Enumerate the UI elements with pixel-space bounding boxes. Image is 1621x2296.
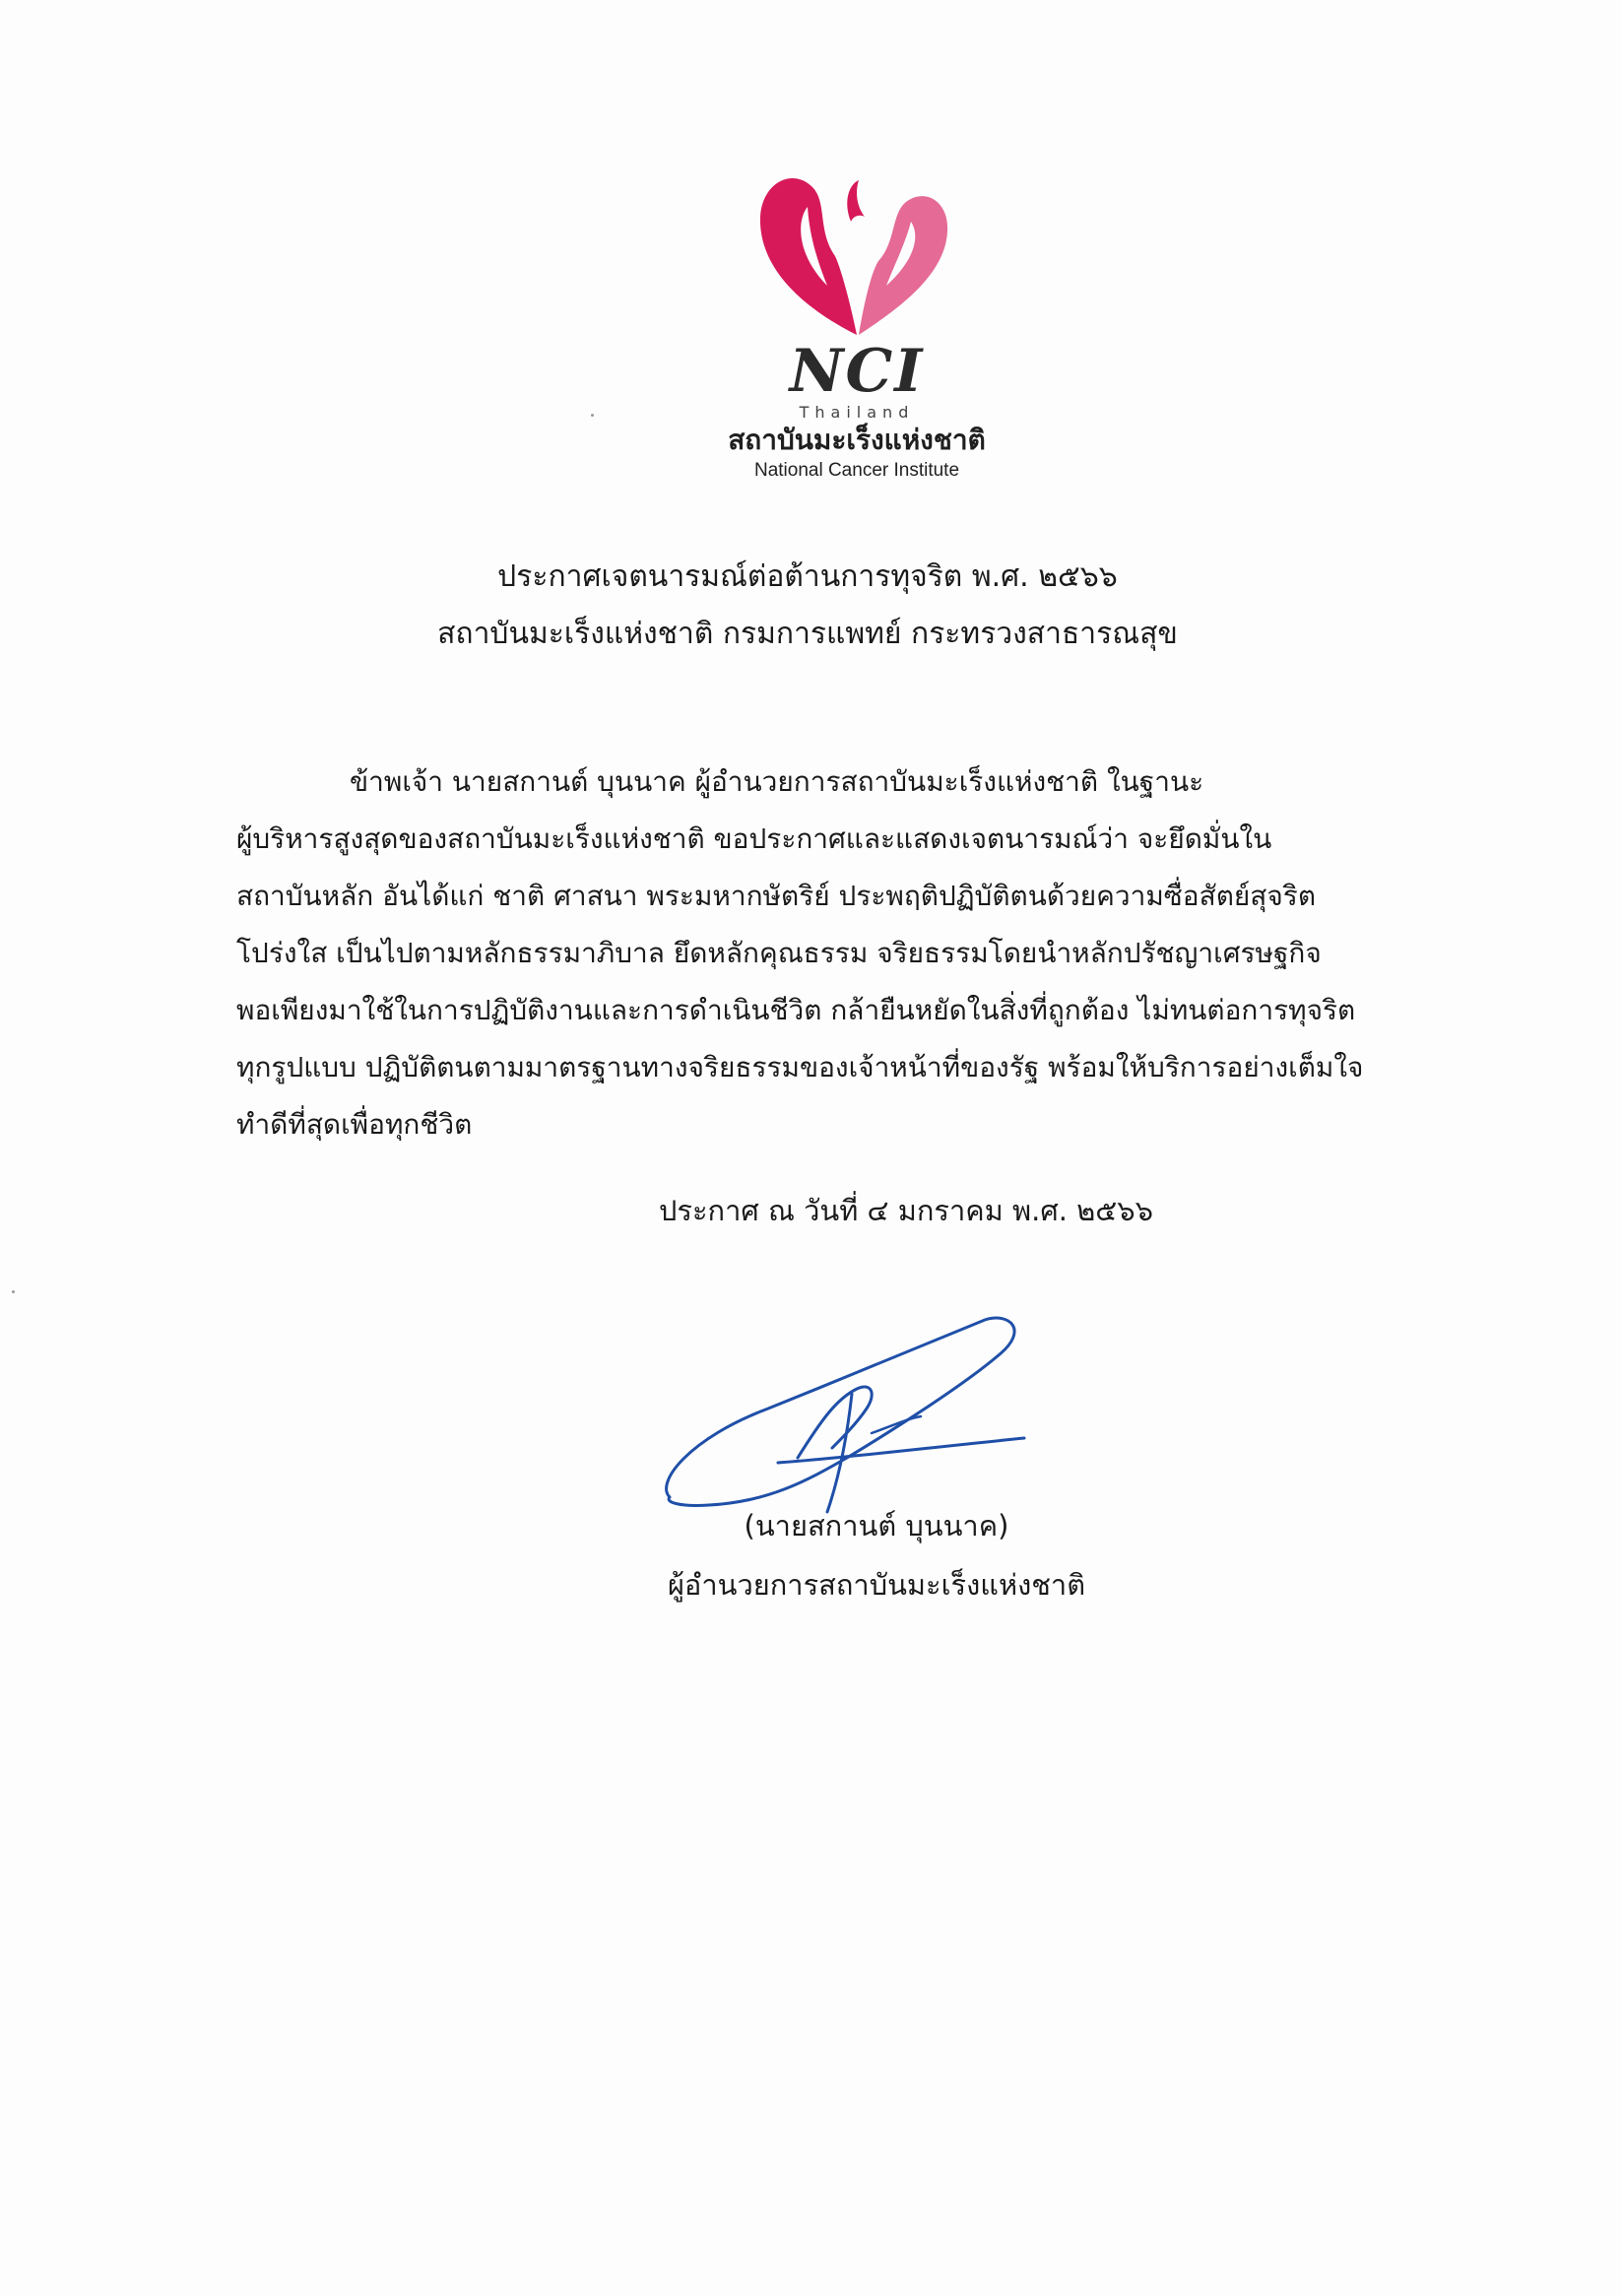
- scan-speck: [12, 1290, 15, 1293]
- announcement-subtitle: สถาบันมะเร็งแห่งชาติ กรมการแพทย์ กระทรวงสาธารณสุข: [437, 617, 1178, 651]
- signatory-name: (นายสกานต์ บุนนาค): [744, 1509, 1009, 1542]
- body-line: สถาบันหลัก อันได้แก่ ชาติ ศาสนา พระมหากษัตริย์ ประพฤติปฏิบัติตนด้วยความซื่อสัตย์สุจริต: [236, 880, 1317, 912]
- body-line: ข้าพเจ้า นายสกานต์ บุนนาค ผู้อำนวยการสถาบันมะเร็งแห่งชาติ ในฐานะ: [350, 765, 1204, 798]
- logo-name-english: National Cancer Institute: [753, 460, 960, 481]
- body-line: โปร่งใส เป็นไปตามหลักธรรมาภิบาล ยึดหลักคุณธรรม จริยธรรมโดยนำหลักปรัชญาเศรษฐกิจ: [236, 937, 1322, 969]
- body-line: ผู้บริหารสูงสุดของสถาบันมะเร็งแห่งชาติ ขอประกาศและแสดงเจตนารมณ์ว่า จะยึดมั่นใน: [236, 822, 1272, 855]
- logo-name-thai: สถาบันมะเร็งแห่งชาติ: [728, 424, 986, 456]
- handwritten-signature-icon: [650, 1300, 1073, 1527]
- heart-butterfly-logo-icon: [748, 163, 965, 350]
- announcement-date: ประกาศ ณ วันที่ ๔ มกราคม พ.ศ. ๒๕๖๖: [658, 1194, 1154, 1227]
- body-line: พอเพียงมาใช้ในการปฏิบัติงานและการดำเนินชีวิต กล้ายืนหยัดในสิ่งที่ถูกต้อง ไม่ทนต่อการทุจริต: [236, 994, 1356, 1026]
- scan-speck: [591, 414, 594, 417]
- signatory-position: ผู้อำนวยการสถาบันมะเร็งแห่งชาติ: [667, 1568, 1086, 1602]
- body-line: ทำดีที่สุดเพื่อทุกชีวิต: [236, 1108, 473, 1141]
- announcement-title: ประกาศเจตนารมณ์ต่อต้านการทุจริต พ.ศ. ๒๕๖๖: [497, 559, 1118, 594]
- logo-abbreviation: NCI: [789, 337, 925, 406]
- logo-country: Thailand: [799, 403, 915, 422]
- body-line: ทุกรูปแบบ ปฏิบัติตนตามมาตรฐานทางจริยธรรมของเจ้าหน้าที่ของรัฐ พร้อมให้บริการอย่างเต็มใจ: [236, 1051, 1364, 1083]
- institute-logo: [709, 163, 1005, 497]
